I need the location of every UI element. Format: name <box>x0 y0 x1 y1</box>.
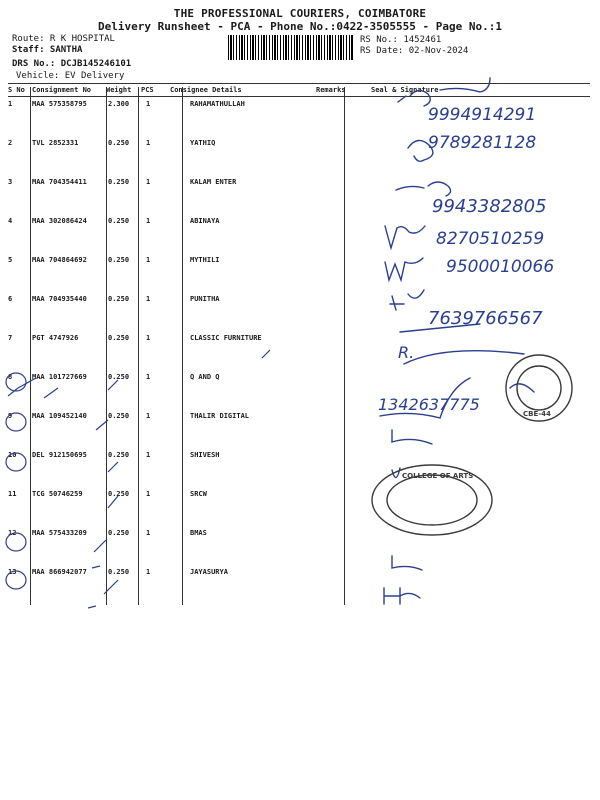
row-consignment-no: MAA 704354411 <box>32 178 87 186</box>
handwritten-sign-7: R. <box>398 343 415 362</box>
col-sno: S No <box>8 86 25 94</box>
row-consignment-no: MAA 302086424 <box>32 217 87 225</box>
row-weight: 0.250 <box>108 178 130 186</box>
handwritten-phone-6: 7639766567 <box>428 308 543 329</box>
stamp-circle-inner <box>517 366 561 410</box>
row-sno: 1 <box>8 100 13 108</box>
row-check-circle <box>6 533 26 551</box>
row-check-circle <box>6 453 26 471</box>
row-check-circle <box>6 413 26 431</box>
signature-scribble <box>396 182 451 196</box>
row-weight: 0.250 <box>108 373 130 381</box>
row-consignee: ABINAYA <box>190 217 220 225</box>
row-consignment-no: DEL 912150695 <box>32 451 87 459</box>
row-sno: 4 <box>8 217 13 225</box>
handwritten-phone-2: 9789281128 <box>428 133 537 153</box>
row-consignment-no: MAA 575358795 <box>32 100 87 108</box>
college-stamp-inner <box>387 475 477 525</box>
row-weight: 0.250 <box>108 490 130 498</box>
row-pcs: 1 <box>146 295 151 303</box>
row-consignee: RAHAMATHULLAH <box>190 100 245 108</box>
row-sno: 5 <box>8 256 13 264</box>
row-pcs: 1 <box>146 100 151 108</box>
pen-tick-marks <box>8 350 270 608</box>
row-consignment-no: TVL 2852331 <box>32 139 79 147</box>
drs-number: DRS No.: DCJB145246101 <box>12 59 132 69</box>
row-weight: 0.250 <box>108 529 130 537</box>
college-stamp-text: COLLEGE OF ARTS <box>402 472 474 480</box>
handwritten-phone-4: 8270510259 <box>436 229 545 249</box>
row-pcs: 1 <box>146 139 151 147</box>
row-pcs: 1 <box>146 217 151 225</box>
signature-scribble <box>400 324 524 364</box>
handwritten-phone-3: 9943382805 <box>432 196 547 217</box>
runsheet-subtitle: Delivery Runsheet - PCA - Phone No.:0422-3505555 - Page No.:1 <box>98 20 502 33</box>
row-consignee: CLASSIC FURNITURE <box>190 334 262 342</box>
row-weight: 0.250 <box>108 412 130 420</box>
row-consignment-no: MAA 109452140 <box>32 412 87 420</box>
row-consignment-no: MAA 866942077 <box>32 568 87 576</box>
row-pcs: 1 <box>146 529 151 537</box>
row-consignee: SRCW <box>190 490 207 498</box>
row-sno: 2 <box>8 139 13 147</box>
row-consignment-no: PGT 4747926 <box>32 334 79 342</box>
row-consignee: THALIR DIGITAL <box>190 412 250 420</box>
handwritten-phone-8: 1342637775 <box>378 395 480 414</box>
row-sno: 6 <box>8 295 13 303</box>
row-consignee: KALAM ENTER <box>190 178 237 186</box>
stamp-text: CBE-44 <box>523 410 551 418</box>
col-pcs: PCS <box>141 86 154 94</box>
col-weight: Weight <box>106 86 132 94</box>
vehicle-label: Vehicle: EV Delivery <box>16 71 125 81</box>
col-consignee: Consignee Details <box>170 86 242 94</box>
col-seal-signature: Seal & Signature <box>371 86 439 94</box>
row-pcs: 1 <box>146 451 151 459</box>
row-sno: 11 <box>8 490 17 498</box>
row-consignment-no: MAA 575433209 <box>32 529 87 537</box>
row-pcs: 1 <box>146 334 151 342</box>
rs-number: RS No.: 1452461 <box>360 35 442 45</box>
row-sno: 9 <box>8 412 13 420</box>
row-consignment-no: TCG 50746259 <box>32 490 83 498</box>
col-consignment: Consignment No <box>32 86 92 94</box>
row-check-circle <box>6 373 26 391</box>
row-consignment-no: MAA 704935440 <box>32 295 87 303</box>
row-consignee: BMAS <box>190 529 207 537</box>
row-sno: 3 <box>8 178 13 186</box>
row-pcs: 1 <box>146 178 151 186</box>
row-consignee: MYTHILI <box>190 256 220 264</box>
runsheet-title: THE PROFESSIONAL COURIERS, COIMBATORE <box>173 7 427 20</box>
row-sno: 13 <box>8 568 17 576</box>
row-consignee: Q AND Q <box>190 373 220 381</box>
row-weight: 0.250 <box>108 295 130 303</box>
rs-date: RS Date: 02-Nov-2024 <box>360 46 469 56</box>
row-pcs: 1 <box>146 412 151 420</box>
row-sno: 7 <box>8 334 13 342</box>
signature-scribble <box>398 78 490 106</box>
row-weight: 0.250 <box>108 334 130 342</box>
row-sno: 10 <box>8 451 17 459</box>
row-weight: 0.250 <box>108 568 130 576</box>
handwritten-phone-1: 9994914291 <box>428 105 537 125</box>
row-sno: 12 <box>8 529 17 537</box>
route-label: Route: R K HOSPITAL <box>12 34 115 44</box>
signature-scribble <box>385 258 423 280</box>
row-weight: 0.250 <box>108 256 130 264</box>
row-consignment-no: MAA 704864692 <box>32 256 87 264</box>
row-consignee: JAYASURYA <box>190 568 228 576</box>
row-pcs: 1 <box>146 490 151 498</box>
row-pcs: 1 <box>146 568 151 576</box>
row-consignment-no: MAA 101727669 <box>32 373 87 381</box>
staff-label: Staff: SANTHA <box>12 45 83 55</box>
row-consignee: PUNITHA <box>190 295 220 303</box>
signature-scribble <box>384 556 422 604</box>
row-consignee: SHIVESH <box>190 451 220 459</box>
row-weight: 0.250 <box>108 139 130 147</box>
handwritten-phone-5: 9500010066 <box>446 257 555 277</box>
row-check-circle <box>6 571 26 589</box>
signature-scribble <box>390 290 424 310</box>
col-remarks: Remarks <box>316 86 346 94</box>
row-weight: 0.250 <box>108 217 130 225</box>
row-sno: 8 <box>8 373 13 381</box>
row-weight: 2.300 <box>108 100 130 108</box>
row-consignee: YATHIQ <box>190 139 216 147</box>
row-pcs: 1 <box>146 373 151 381</box>
row-weight: 0.250 <box>108 451 130 459</box>
signature-scribble <box>385 226 425 248</box>
row-pcs: 1 <box>146 256 151 264</box>
